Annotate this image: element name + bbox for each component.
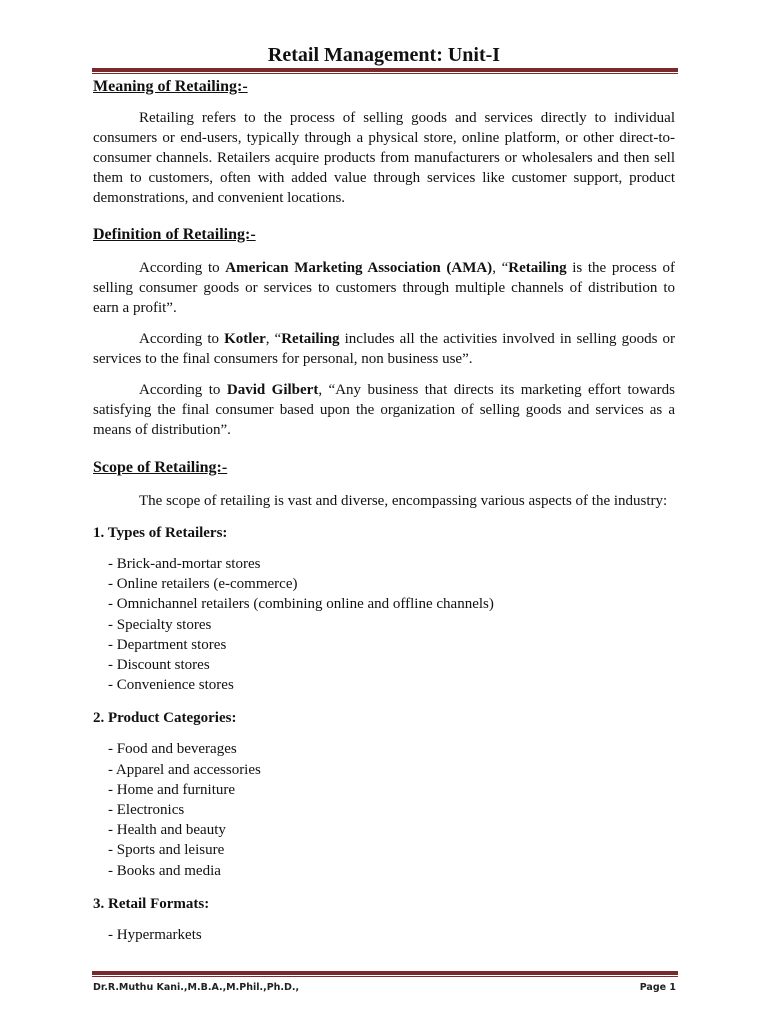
definition-heading: Definition of Retailing:- bbox=[93, 226, 256, 243]
list-item: - Online retailers (e-commerce) bbox=[108, 576, 298, 593]
formats-list bbox=[93, 925, 675, 945]
list-item: - Books and media bbox=[108, 862, 221, 879]
scope-heading: Scope of Retailing:- bbox=[93, 459, 228, 476]
meaning-heading: Meaning of Retailing:- bbox=[93, 78, 248, 95]
list-item: - Omnichannel retailers (combining online and offline channels) bbox=[108, 596, 494, 613]
formats-heading: 3. Retail Formats: bbox=[93, 895, 210, 912]
page-title: Retail Management: Unit-I bbox=[267, 44, 501, 66]
footer-author: Dr.R.Muthu Kani.,M.B.A.,M.Phil.,Ph.D., bbox=[93, 982, 300, 993]
definition-kotler: According to Kotler, “Retailing includes all the activities involved in selling goods or services to the final consumers for personal, non business use”. bbox=[93, 331, 675, 367]
types-heading: 1. Types of Retailers: bbox=[93, 525, 228, 541]
categories-heading: 2. Product Categories: bbox=[93, 710, 237, 727]
list-item: - Food and beverages bbox=[108, 741, 237, 758]
list-item: - Discount stores bbox=[108, 657, 210, 674]
categories-list bbox=[93, 739, 675, 880]
types-list bbox=[93, 554, 675, 695]
header-rule bbox=[92, 68, 678, 74]
list-item: - Convenience stores bbox=[108, 677, 234, 694]
definition-ama: According to American Marketing Association (AMA), “Retailing is the process of selling consumer goods or services to customers through multiple channels of distribution to earn a profit”. bbox=[93, 260, 675, 316]
meaning-paragraph: Retailing refers to the process of selling goods and services directly to individual consumers or end-users, typically through a physical store, online platform, or other direct-to-consumer channels. Retailers acquire products from manufacturers or wholesalers and then sell them to customers, often with added value through services like customer support, product demonstrations, and convenient locations. bbox=[93, 110, 675, 206]
list-item: - Specialty stores bbox=[108, 616, 212, 633]
list-item: - Home and furniture bbox=[108, 781, 236, 798]
page-number: Page 1 bbox=[639, 982, 676, 993]
list-item: - Apparel and accessories bbox=[108, 761, 261, 778]
list-item: - Hypermarkets bbox=[108, 926, 202, 943]
page-content bbox=[93, 77, 675, 945]
list-item: - Brick-and-mortar stores bbox=[108, 556, 261, 572]
list-item: - Electronics bbox=[108, 802, 185, 819]
list-item: - Health and beauty bbox=[108, 822, 226, 839]
footer-rule bbox=[92, 971, 678, 977]
definition-gilbert: According to David Gilbert, “Any business that directs its marketing effort towards satisfying the final consumer based upon the organization of selling goods and services as a means of distribution”. bbox=[93, 382, 676, 438]
list-item: - Sports and leisure bbox=[108, 842, 225, 859]
scope-intro: The scope of retailing is vast and diverse, encompassing various aspects of the industry: bbox=[139, 493, 668, 509]
list-item: - Department stores bbox=[108, 636, 227, 653]
